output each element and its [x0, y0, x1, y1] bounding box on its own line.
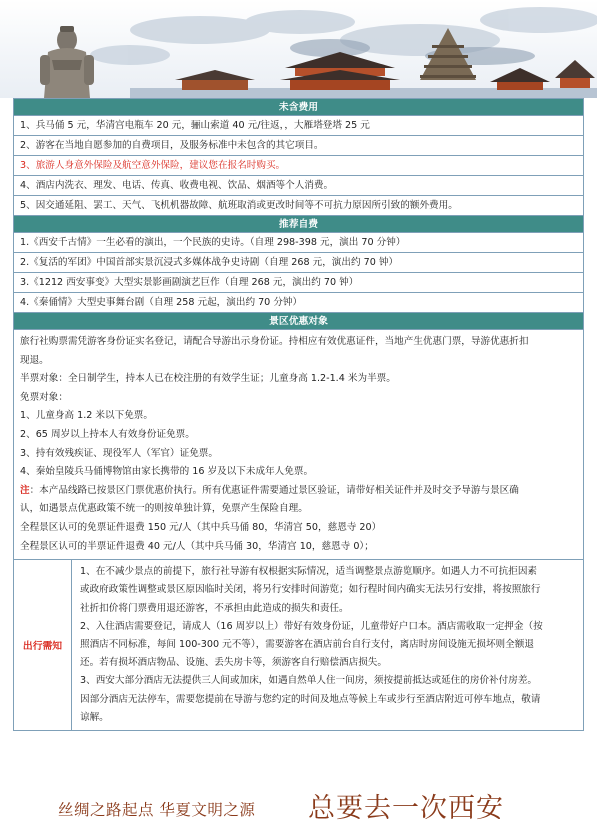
- optional-show-item: 4.《秦俑情》大型史事舞台剧（自理 258 元起，演出约 70 分钟）: [14, 293, 583, 313]
- slogan-big: 总要去一次西安: [308, 793, 504, 824]
- optional-show-item: 2.《复活的军团》中国首部实景沉浸式多媒体战争史诗剧（自理 268 元，演出约 70 钟）: [14, 253, 583, 273]
- discount-details: [14, 330, 583, 560]
- excluded-fee-item: 2、游客在当地自愿参加的自费项目，及服务标准中未包含的其它项目。: [14, 136, 583, 156]
- refund-line: 全程景区认可的免票证件退费 150 元/人（其中兵马俑 80，华清宫 50，慈恩寺 20）: [20, 521, 382, 533]
- travel-notice-section: [14, 560, 583, 730]
- header-banner: [0, 0, 597, 98]
- note-label: 注: [20, 484, 30, 496]
- xian-skyline-illustration: [0, 0, 597, 98]
- notice-line: 谅解。: [80, 711, 109, 723]
- notice-line: 或政府政策性调整或景区原因临时关闭，将另行安排时间游览；如行程时间内确实无法另行安排，将按照旅行: [80, 584, 541, 596]
- travel-notice-label: 出行需知: [14, 560, 72, 730]
- discount-line: 免票对象：: [20, 391, 68, 403]
- discount-line: 3、持有效残疾证、现役军人（军官）证免票。: [20, 447, 218, 459]
- slogan-small: 丝绸之路起点 华夏文明之源: [58, 801, 256, 819]
- discount-line: 4、秦始皇陵兵马俑博物馆由家长携带的 16 岁及以下未成年人免票。: [20, 466, 314, 478]
- footer-slogan-area: [0, 776, 597, 840]
- discount-note-continued: 认，如遇景点优惠政策不统一的则按单独计算，免票产生保险自理。: [20, 503, 308, 515]
- notice-line: 社折扣价将门票费用退还游客，不承担由此造成的损失和责任。: [80, 602, 349, 614]
- note-text: ：本产品线路已按景区门票优惠价执行。所有优惠证件需要通过景区验证，请带好相关证件并及时交予导游与景区确: [29, 484, 519, 496]
- excluded-fee-item: 1、兵马俑 5 元，华清宫电瓶车 20 元，骊山索道 40 元/往返，，大雁塔登塔 25 元: [14, 116, 583, 136]
- notice-line: 还。若有损坏酒店物品、设施、丢失房卡等，须游客自行赔偿酒店损失。: [80, 657, 387, 669]
- excluded-fee-item: 4、酒店内洗衣、理发、电话、传真、收费电视、饮品、烟酒等个人消费。: [14, 176, 583, 196]
- optional-show-item: 1.《西安千古情》一生必看的演出，一个民族的史诗。（自理 298-398 元，演出 70 分钟）: [14, 233, 583, 253]
- excluded-fee-item-insurance-warning: 3、旅游人身意外保险及航空意外保险，建议您在报名时购买。: [14, 156, 583, 176]
- discount-line: 2、65 周岁以上持本人有效身份证免票。: [20, 428, 195, 440]
- optional-show-item: 3.《1212 西安事变》大型实景影画剧演艺巨作（自理 268 元，演出约 70 钟）: [14, 273, 583, 293]
- notice-line: 2、入住酒店需要登记，请成人（16 周岁以上）带好有效身份证，儿童带好户口本。酒店需收取一定押金（按: [80, 620, 543, 632]
- section-header-optional-shows: 推荐自费: [14, 216, 583, 233]
- discount-line: 1、儿童身高 1.2 米以下免票。: [20, 410, 153, 422]
- notice-line: 1、在不减少景点的前提下，旅行社导游有权根据实际情况，适当调整景点游览顺序。如遇人力不可抗拒因素: [80, 566, 538, 578]
- travel-notice-content: [72, 560, 583, 730]
- discount-note: [20, 482, 577, 501]
- notice-line: 3、西安大部分酒店无法提供三人间或加床，如遇自然单人住一间房，须按提前抵达或延住的房价补付房差。: [80, 675, 538, 687]
- tour-info-table: [13, 98, 584, 731]
- notice-line: 因部分酒店无法停车，需要您提前在导游与您约定的时间及地点等候上车或步行至酒店附近可停车地点，敬请: [80, 693, 541, 705]
- excluded-fee-item: 5、因交通延阻、罢工、天气、飞机机器故障、航班取消或更改时间等不可抗力原因所引致的额外费用。: [14, 196, 583, 216]
- discount-line: 旅行社购票需凭游客身份证实名登记，请配合导游出示身份证。持相应有效优惠证件，当地产生优惠门票，导游优惠折扣: [20, 336, 529, 347]
- section-header-excluded-fees: 未含费用: [14, 99, 583, 116]
- notice-line: 照酒店不同标准，每间 100-300 元不等），需要游客在酒店前台自行支付，离店时房间设施无损坏则全额退: [80, 638, 534, 650]
- discount-line: 半票对象：全日制学生，持本人已在校注册的有效学生证；儿童身高 1.2-1.4 米为半票。: [20, 373, 396, 385]
- refund-line: 全程景区认可的半票证件退费 40 元/人（其中兵马俑 30，华清宫 10，慈恩寺 0）；: [20, 540, 374, 552]
- discount-line: 现退。: [20, 354, 49, 366]
- section-header-discount-eligibility: 景区优惠对象: [14, 313, 583, 330]
